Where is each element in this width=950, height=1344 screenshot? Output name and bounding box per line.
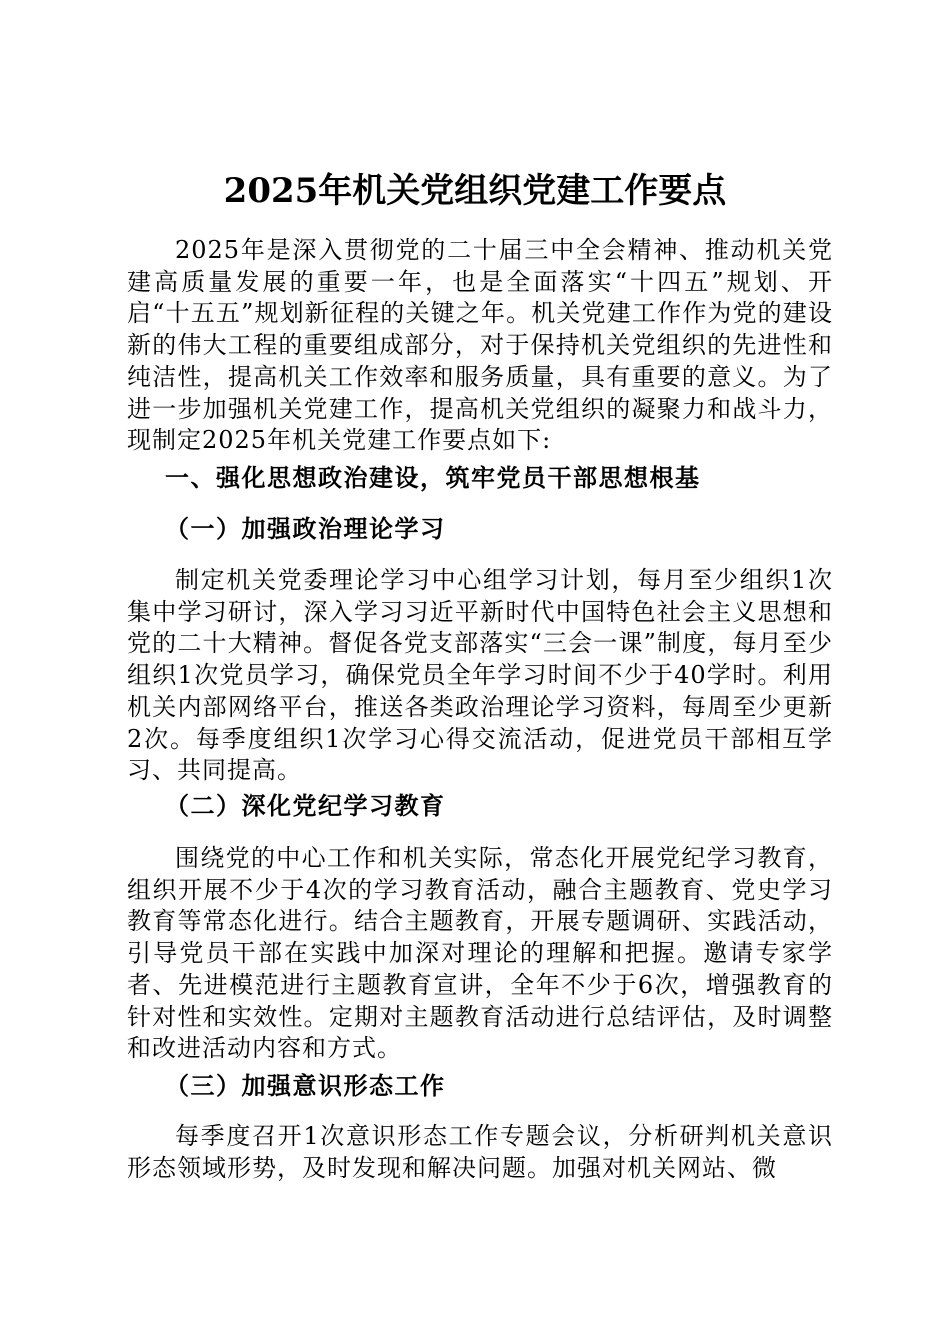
subsection-body-3: 每季度召开1次意识形态工作专题会议，分析研判机关意识形态领域形势，及时发现和解决问题。加强对机关网站、微 <box>127 1122 833 1182</box>
document-title: 2025年机关党组织党建工作要点 <box>223 171 727 211</box>
subsection-body-1: 制定机关党委理论学习中心组学习计划，每月至少组织1次集中学习研讨，深入学习习近平新时代中国特色社会主义思想和党的二十大精神。督促各党支部落实“三会一课”制度，每月至少组织1次党员学习，确保党员全年学习时间不少于40学时。利用机关内部网络平台，推送各类政治理论学习资料，每周至少更新2次。每季度组织1次学习心得交流活动，促进党员干部相互学习、共同提高。 <box>127 566 833 785</box>
section-heading-1: 一、强化思想政治建设，筑牢党员干部思想根基 <box>165 463 701 492</box>
subsection-heading-3: （三）加强意识形态工作 <box>165 1071 446 1100</box>
subsection-heading-2: （二）深化党纪学习教育 <box>165 791 446 820</box>
intro-paragraph: 2025年是深入贯彻党的二十届三中全会精神、推动机关党建高质量发展的重要一年，也是全面落实“十四五”规划、开启“十五五”规划新征程的关键之年。机关党建工作作为党的建设新的伟大工程的重要组成部分，对于保持机关党组织的先进性和纯洁性，提高机关工作效率和服务质量，具有重要的意义。为了进一步加强机关党建工作，提高机关党组织的凝聚力和战斗力，现制定2025年机关党建工作要点如下: <box>127 236 833 455</box>
subsection-heading-1: （一）加强政治理论学习 <box>165 514 446 543</box>
subsection-body-2: 围绕党的中心工作和机关实际，常态化开展党纪学习教育，组织开展不少于4次的学习教育活动，融合主题教育、党史学习教育等常态化进行。结合主题教育，开展专题调研、实践活动，引导党员干部在实践中加深对理论的理解和把握。邀请专家学者、先进模范进行主题教育宣讲，全年不少于6次，增强教育的针对性和实效性。定期对主题教育活动进行总结评估，及时调整和改进活动内容和方式。 <box>127 844 833 1063</box>
